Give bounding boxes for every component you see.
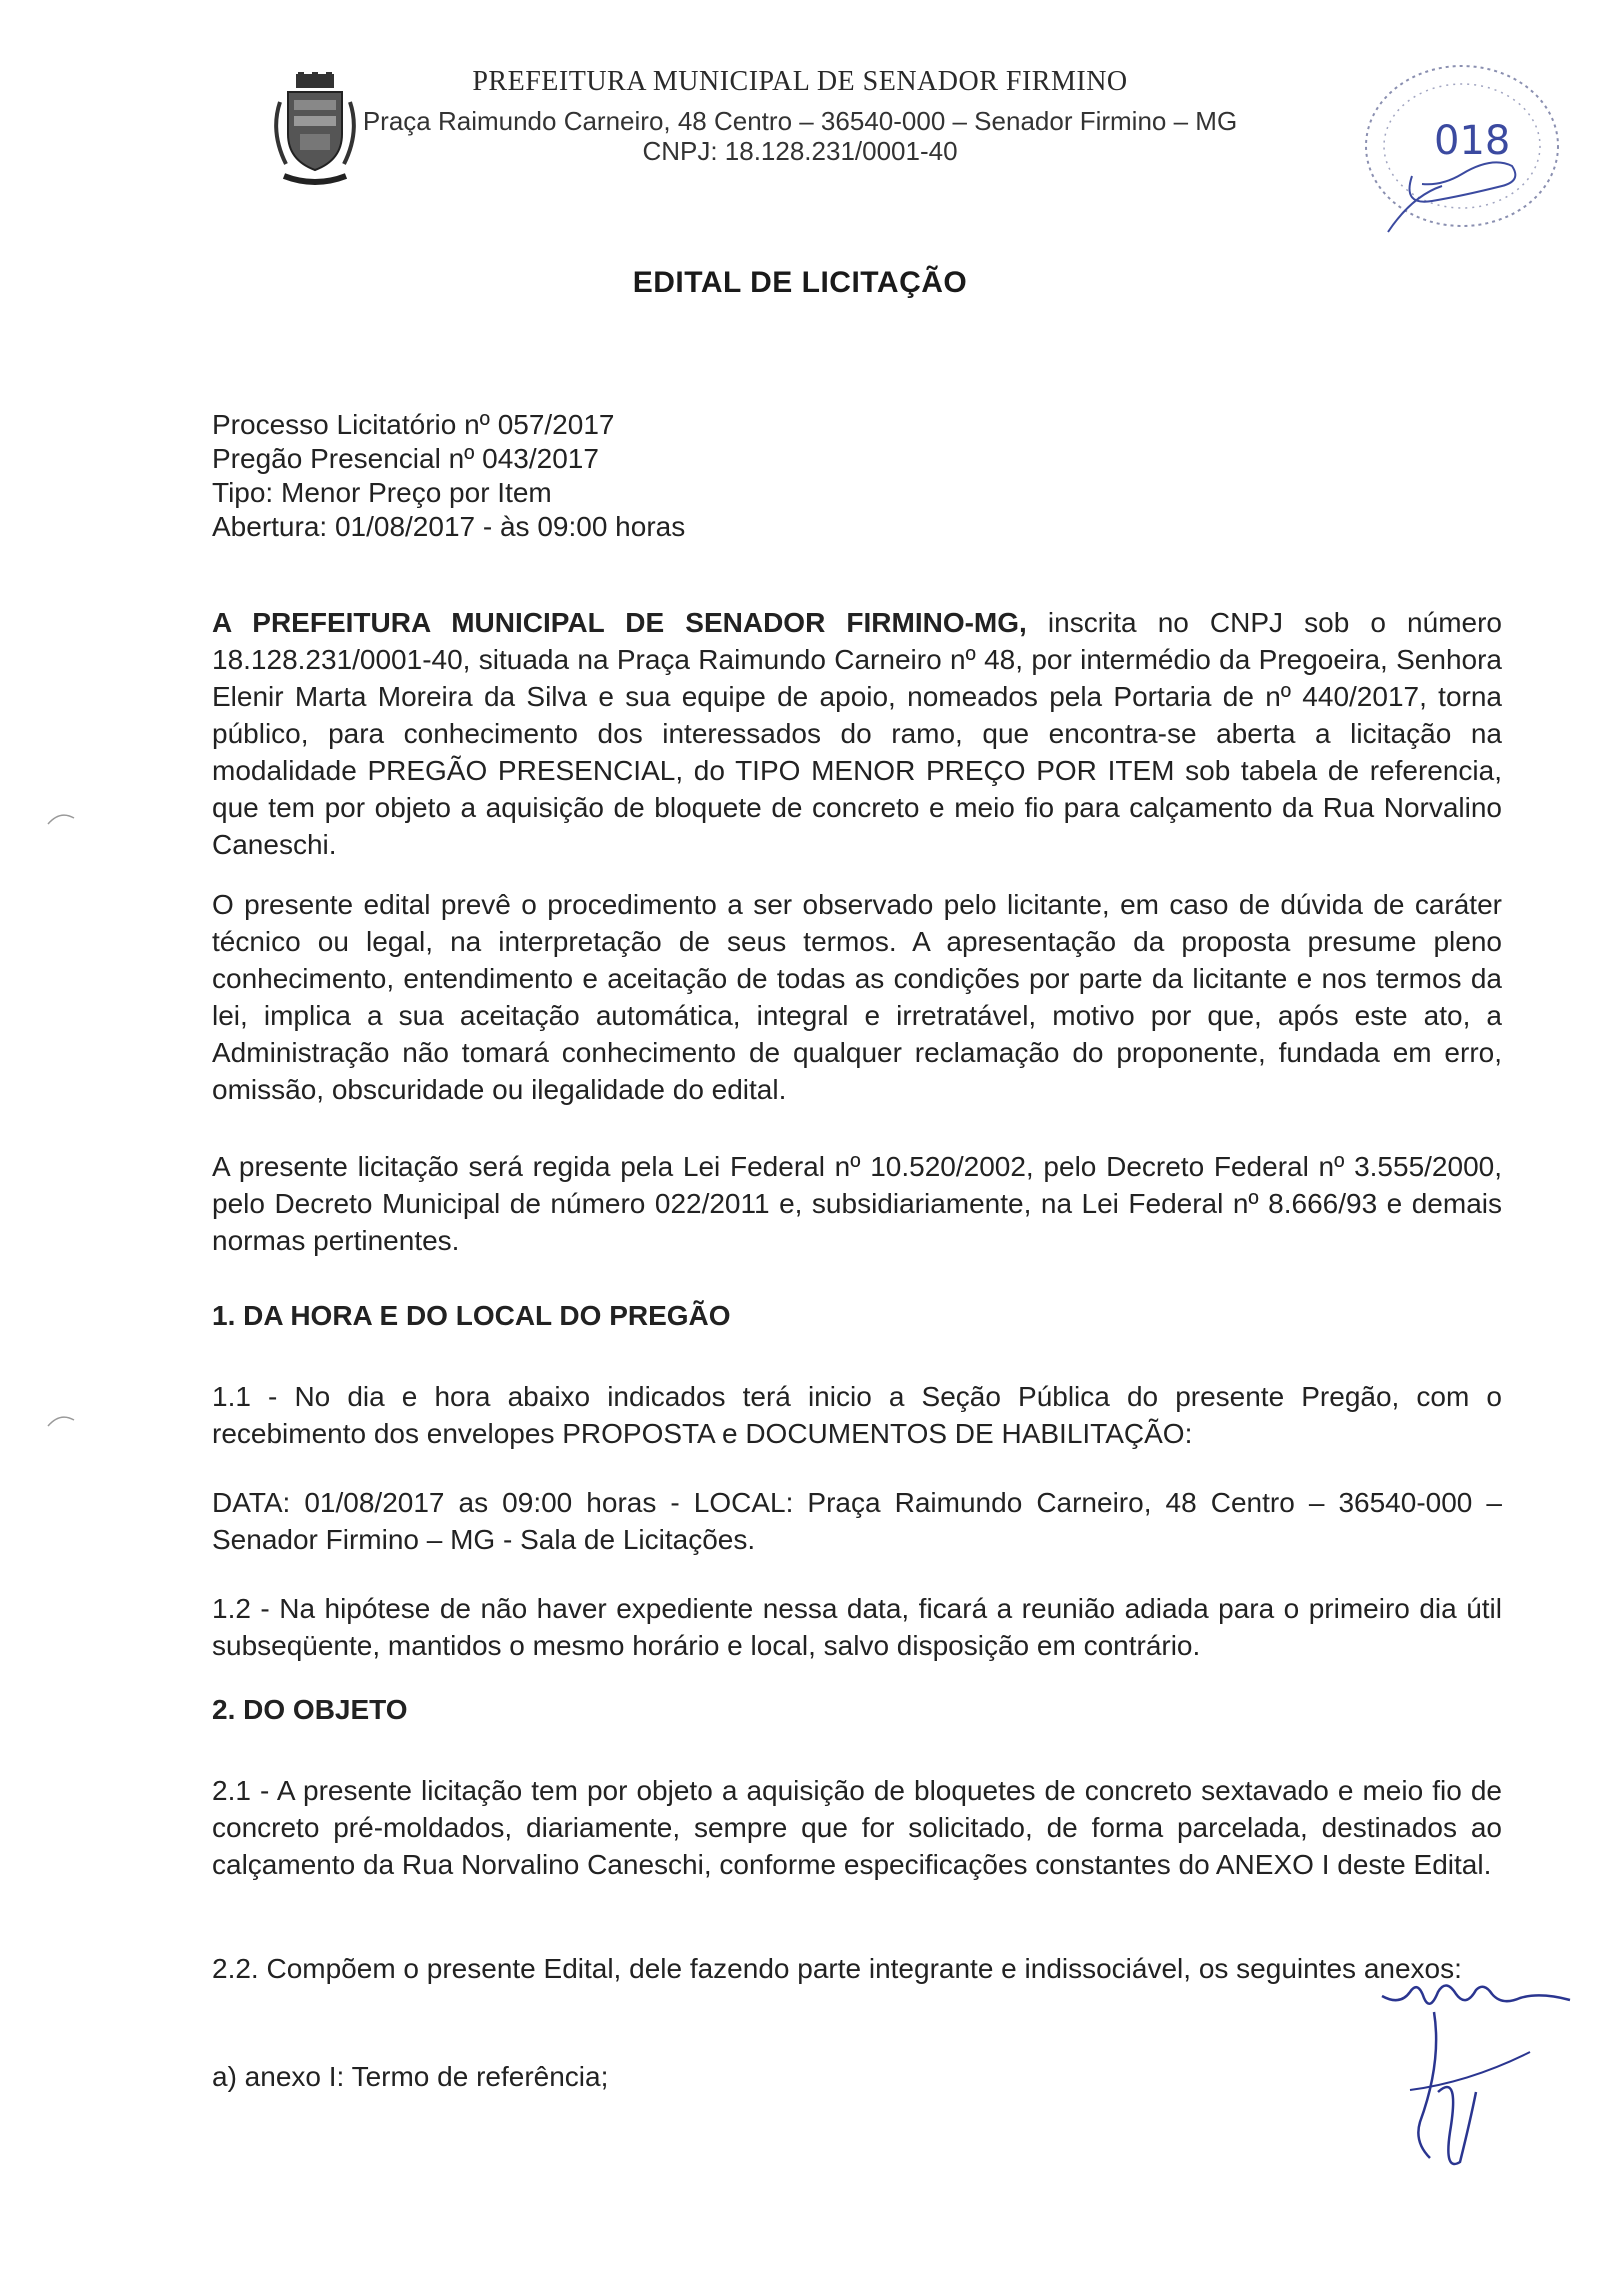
document-title: EDITAL DE LICITAÇÃO bbox=[632, 266, 968, 299]
section-2-2: 2.2. Compõem o presente Edital, dele fazendo parte integrante e indissociável, os seguintes anexos: bbox=[212, 1953, 1462, 1984]
intro-paragraph bbox=[212, 604, 1502, 863]
header-title: PREFEITURA MUNICIPAL DE SENADOR FIRMINO bbox=[472, 66, 1128, 97]
scope-paragraph: O presente edital prevê o procedimento a ser observado pelo licitante, em caso de dúvida de caráter técnico ou legal, na interpretação de seus termos. A apresentação da proposta presume pleno conhecimento, entendimento e aceitação de todas as condições por parte da licitante e nos termos da lei, implica a sua aceitação automática, integral e irretratável, motivo por que, após este ato, a Administração não tomará conhecimento de qualquer reclamação do proponente, fundada em erro, omissão, obscuridade ou ilegalidade do edital. bbox=[212, 889, 1502, 1105]
header-address: Praça Raimundo Carneiro, 48 Centro – 36540-000 – Senador Firmino – MG bbox=[362, 106, 1238, 136]
signature-initials bbox=[1380, 1972, 1580, 2182]
process-number: Processo Licitatório nº 057/2017 bbox=[212, 409, 615, 440]
intro-bold-entity: A PREFEITURA MUNICIPAL DE SENADOR FIRMINO-MG, bbox=[212, 607, 1027, 638]
section-1-heading: 1. DA HORA E DO LOCAL DO PREGÃO bbox=[212, 1300, 731, 1331]
margin-mark bbox=[46, 808, 76, 826]
section-2-1: 2.1 - A presente licitação tem por objeto a aquisição de bloquetes de concreto sextavado e meio fio de concreto pré-moldados, diariamente, sempre que for solicitado, de forma parcelada, destinados ao calçamento da Rua Norvalino Caneschi, conforme especificações constantes do ANEXO I deste Edital. bbox=[212, 1775, 1502, 1880]
opening-date: Abertura: 01/08/2017 - às 09:00 horas bbox=[212, 511, 686, 542]
bid-type: Tipo: Menor Preço por Item bbox=[212, 477, 552, 508]
legal-basis-paragraph: A presente licitação será regida pela Lei Federal nº 10.520/2002, pelo Decreto Federal nº 3.555/2000, pelo Decreto Municipal de número 022/2011 e, subsidiariamente, na Lei Federal nº 8.666/93 e demais normas pertinentes. bbox=[212, 1151, 1502, 1256]
section-1-1: 1.1 - No dia e hora abaixo indicados terá inicio a Seção Pública do presente Pregão, com o recebimento dos envelopes PROPOSTA e DOCUMENTOS DE HABILITAÇÃO: bbox=[212, 1381, 1502, 1449]
annex-a-item: a) anexo I: Termo de referência; bbox=[212, 2061, 609, 2092]
intro-text: inscrita no CNPJ sob o número 18.128.231/0001-40, situada na Praça Raimundo Carneiro nº 48, por intermédio da Pregoeira, Senhora Elenir Marta Moreira da Silva e sua equipe de apoio, nomeados pela Portaria de nº 440/2017, torna público, para conhecimento dos interessados do ramo, que encontra-se aberta a licitação na modalidade PREGÃO PRESENCIAL, do TIPO MENOR PREÇO POR ITEM sob tabela de referencia, que tem por objeto a aquisição de bloquete de concreto e meio fio para calçamento da Rua Norvalino Caneschi. bbox=[212, 607, 1502, 860]
stamp-number: 018 bbox=[1434, 118, 1511, 164]
margin-mark bbox=[46, 1410, 76, 1428]
header-cnpj: CNPJ: 18.128.231/0001-40 bbox=[642, 136, 958, 166]
section-1-date-location: DATA: 01/08/2017 as 09:00 horas - LOCAL: Praça Raimundo Carneiro, 48 Centro – 36540-000 – Senador Firmino – MG - Sala de Licitações. bbox=[212, 1487, 1502, 1555]
section-1-2: 1.2 - Na hipótese de não haver expediente nessa data, ficará a reunião adiada para o primeiro dia útil subseqüente, mantidos o mesmo horário e local, salvo disposição em contrário. bbox=[212, 1593, 1502, 1661]
section-2-heading: 2. DO OBJETO bbox=[212, 1694, 408, 1725]
pregao-number: Pregão Presencial nº 043/2017 bbox=[212, 443, 599, 474]
page-stamp bbox=[1352, 56, 1572, 246]
process-metadata bbox=[212, 408, 685, 544]
